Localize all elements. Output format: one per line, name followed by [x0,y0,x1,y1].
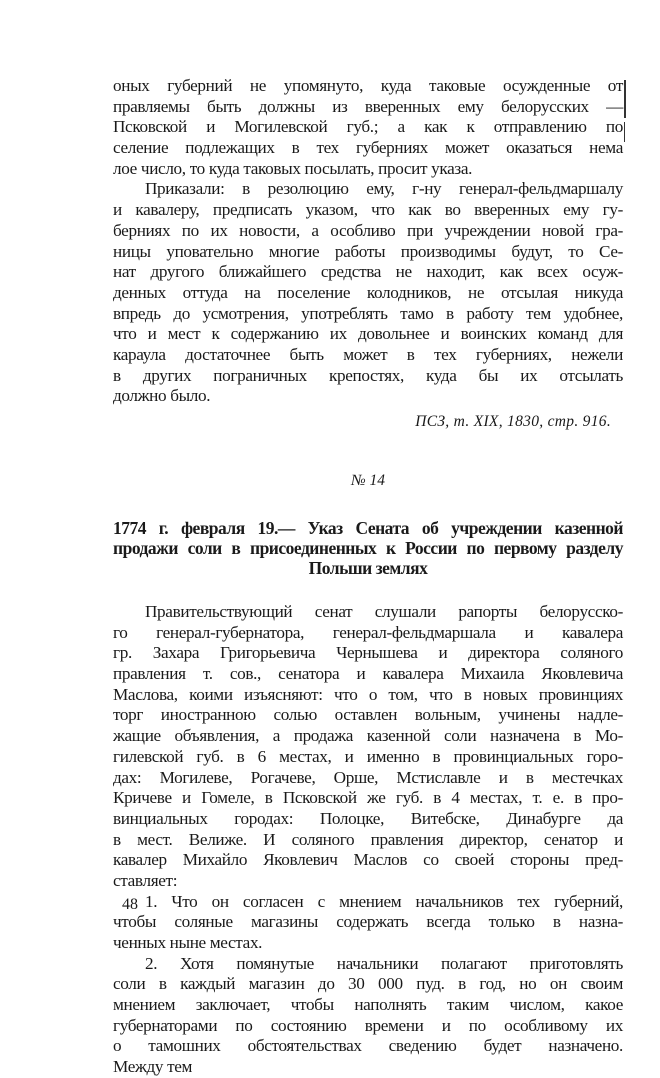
senate-paragraph [113,602,623,892]
text-line: винциальных городах: Полоцке, Витебске, Динабурге да [113,808,623,828]
text-line: правления т. сов., сенатора и кавалера Михаила Яковлевича [113,664,623,684]
text-line: ницы уповательно многие работы производимы будут, то Се- [113,241,623,261]
text-line: ставляет: [113,870,178,890]
document-page [113,76,623,1078]
heading-line: Польши землях [308,558,428,578]
text-line: Правительствующий сенат слушали рапорты белорусско- [145,602,623,621]
text-line: Приказали: в резолюцию ему, г-ну генерал-фельдмаршалу [145,179,623,199]
text-line: Между тем [113,1057,193,1077]
heading-line: 1774 г. февраля 19.— Указ Сената об учреждении казенной [113,518,623,538]
text-line: правляемы быть должны из вверенных ему белорусских — [113,96,623,116]
point-1-paragraph [113,892,623,954]
text-line: берниях по их новости, а особливо при учреждении новой гра- [113,220,623,240]
text-line: что и мест к содержанию их довольнее и воинских команд для [113,324,623,344]
text-line: Маслова, коими изъясняют: что о том, что в новых провинциях [113,684,623,704]
text-line: дах: Могилеве, Рогачеве, Орше, Мстиславле и в местечках [113,767,623,787]
text-line: впредь до усмотрения, употреблять тамо в работу тем удобнее, [113,303,623,323]
text-line: в других пограничных крепостях, куда бы их отсылать [113,365,623,385]
text-line: губернаторами по состоянию времени и по особливому их [113,1015,623,1035]
document-heading [113,518,623,578]
text-line: мнением заключает, чтобы наполнять таким числом, какое [113,995,623,1015]
text-line: чтобы соляные магазины содержать всегда только в назна- [113,912,623,932]
text-line: о тамошних обстоятельствах сведению будет назначено. [113,1036,623,1056]
text-line: Псковской и Могилевской губ.; а как к отправлению по [113,117,623,137]
text-line: и кавалеру, предписать указом, что как во вверенных ему гу- [113,200,623,220]
text-line: соли в каждый магазин до 30 000 пуд. в год, но он своим [113,974,623,994]
text-line: караула достаточнее быть может в тех губерниях, нежели [113,344,623,364]
point-2-paragraph [113,954,623,1078]
source-citation: ПСЗ, т. XIX, 1830, стр. 916. [415,413,611,430]
text-line: торг иностранною солью оставлен вольным, учинены надле- [113,705,623,725]
text-line: лое число, то куда таковых посылать, просит указа. [113,158,473,178]
text-line: гилевской губ. в 6 местах, и именно в провинциальных горо- [113,746,623,766]
text-line: ченных ныне местах. [113,933,263,952]
heading-line: продажи соли в присоединенных к России по первому разделу [113,538,623,558]
text-line: го генерал-губернатора, генерал-фельдмаршала и кавалера [113,622,623,642]
text-line: 1. Что он согласен с мнением начальников тех губерний, [145,891,623,911]
text-line: 2. Хотя помянутые начальники полагают приготовлять [145,953,623,973]
scan-margin-mark [624,122,625,142]
text-line: должно было. [113,386,211,406]
text-line: в мест. Велиже. И соляного правления директор, сенатор и [113,829,623,849]
text-line: оных губерний не упомянуто, куда таковые осужденные от [113,76,623,95]
text-line: Кричеве и Гомеле, в Псковской же губ. в 4 местах, т. е. в про- [113,788,623,808]
text-line: гр. Захара Григорьевича Чернышева и директора соляного [113,643,623,663]
text-line: денных оттуда на поселение колодников, не отсылая никуда [113,282,623,302]
text-line: кавалер Михайло Яковлевич Маслов со своей стороны пред- [113,850,623,870]
page-number: 48 [122,896,138,913]
text-line: нат другого ближайшего средства не находит, как всех осуж- [113,262,623,282]
text-line: жащие объявления, а продажа казенной соли назначена в Мо- [113,726,623,746]
scan-margin-mark [624,80,626,118]
document-number: № 14 [351,472,385,489]
continuation-paragraph [113,76,623,179]
resolution-paragraph [113,179,623,407]
text-line: селение подлежащих в тех губерниях может оказаться нема [113,138,623,158]
